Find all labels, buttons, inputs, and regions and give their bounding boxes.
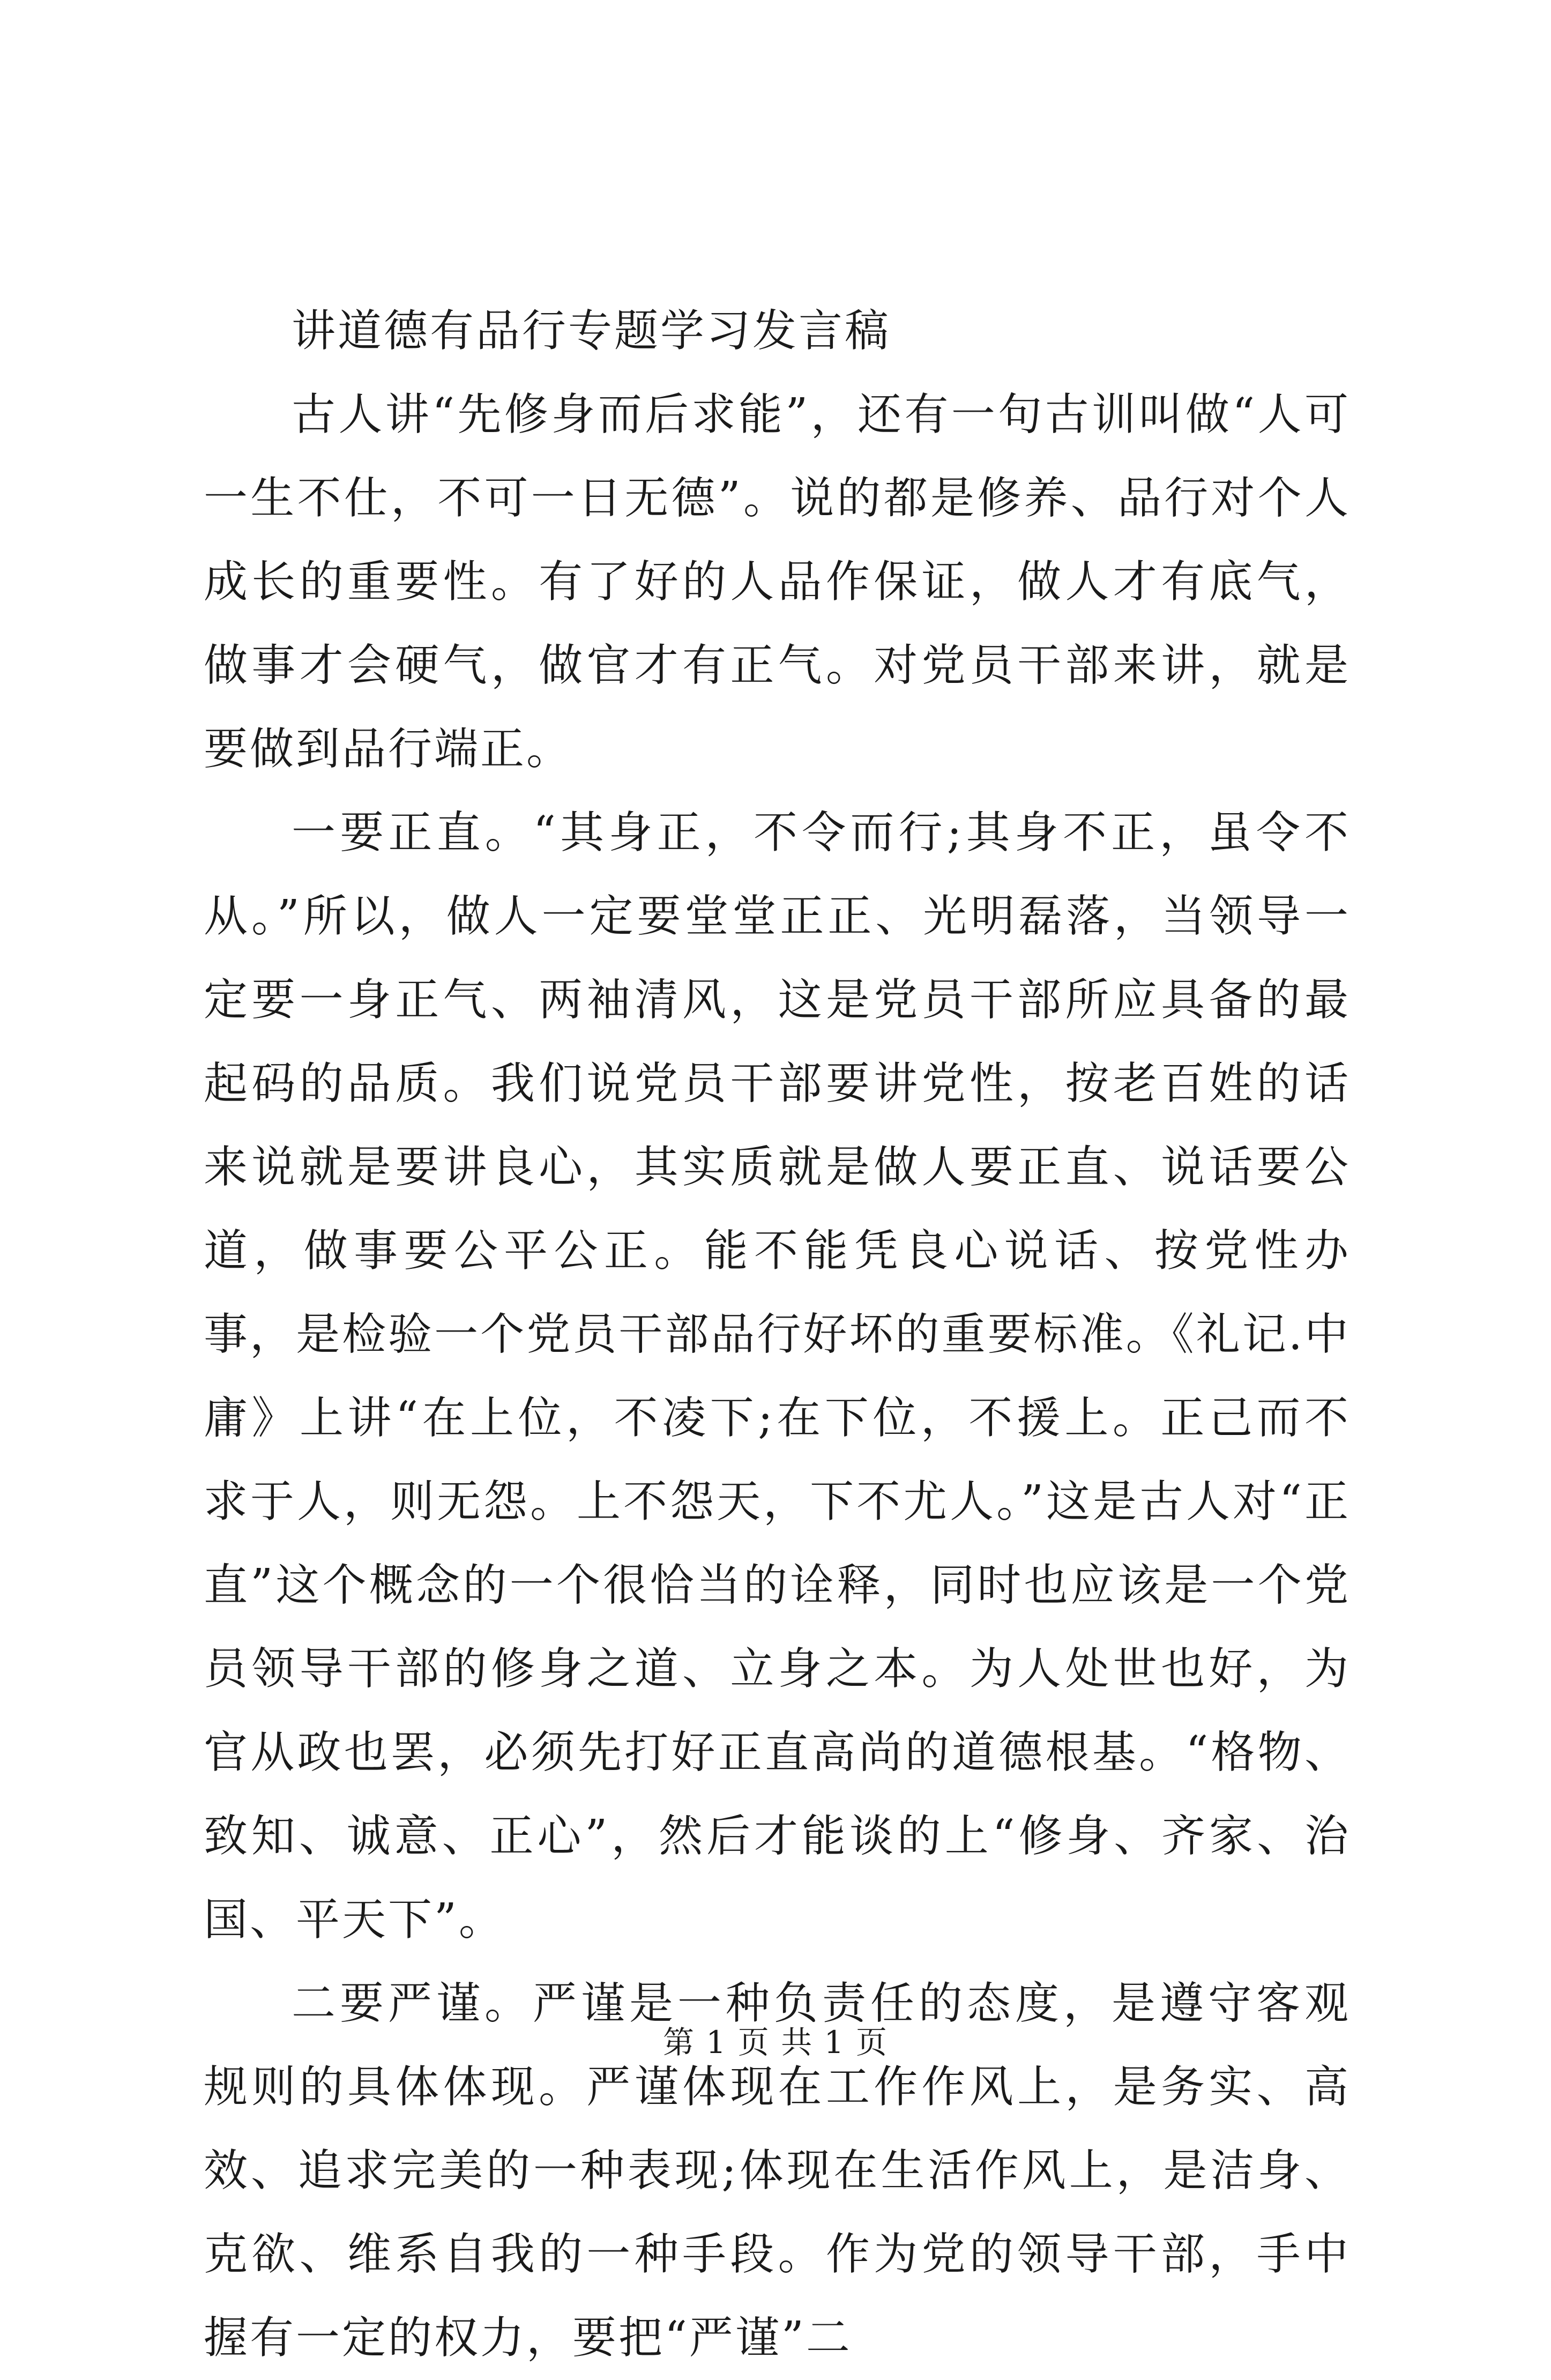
paragraph-integrity: 一要正直。“其身正，不令而行;其身不正，虽令不从。”所以，做人一定要堂堂正正、光明磊落，当领导一定要一身正气、两袖清风，这是党员干部所应具备的最起码的品质。我们说党员干部要讲党性，按老百姓的话来说就是要讲良心，其实质就是做人要正直、说话要公道，做事要公平公正。能不能凭良心说话、按党性办事，是检验一个党员干部品行好坏的重要标准。《礼记.中庸》上讲“在上位，不凌下;在下位，不援上。正己而不求于人，则无怨。上不怨天，下不尤人。”这是古人对“正直”这个概念的一个很恰当的诠释，同时也应该是一个党员领导干部的修身之道、立身之本。为人处世也好，为官从政也罢，必须先打好正直高尚的道德根基。“格物、致知、诚意、正心”，然后才能谈的上“修身、齐家、治国、平天下”。 <box>204 807 1351 1945</box>
document-body <box>204 289 1351 2380</box>
page-footer: 第 1 页 共 1 页 <box>663 2024 888 2061</box>
paragraph-rigor: 二要严谨。严谨是一种负责任的态度，是遵守客观规则的具体体现。严谨体现在工作作风上，是务实、高效、追求完美的一种表现;体现在生活作风上，是洁身、克欲、维系自我的一种手段。作为党的领导干部，手中握有一定的权力，要把“严谨”二 <box>204 1978 1351 2363</box>
paragraph-intro: 古人讲“先修身而后求能”，还有一句古训叫做“人可一生不仕，不可一日无德”。说的都是修养、品行对个人成长的重要性。有了好的人品作保证，做人才有底气，做事才会硬气，做官才有正气。对党员干部来讲，就是要做到品行端正。 <box>204 389 1351 775</box>
document-title: 讲道德有品行专题学习发言稿 <box>292 306 891 356</box>
